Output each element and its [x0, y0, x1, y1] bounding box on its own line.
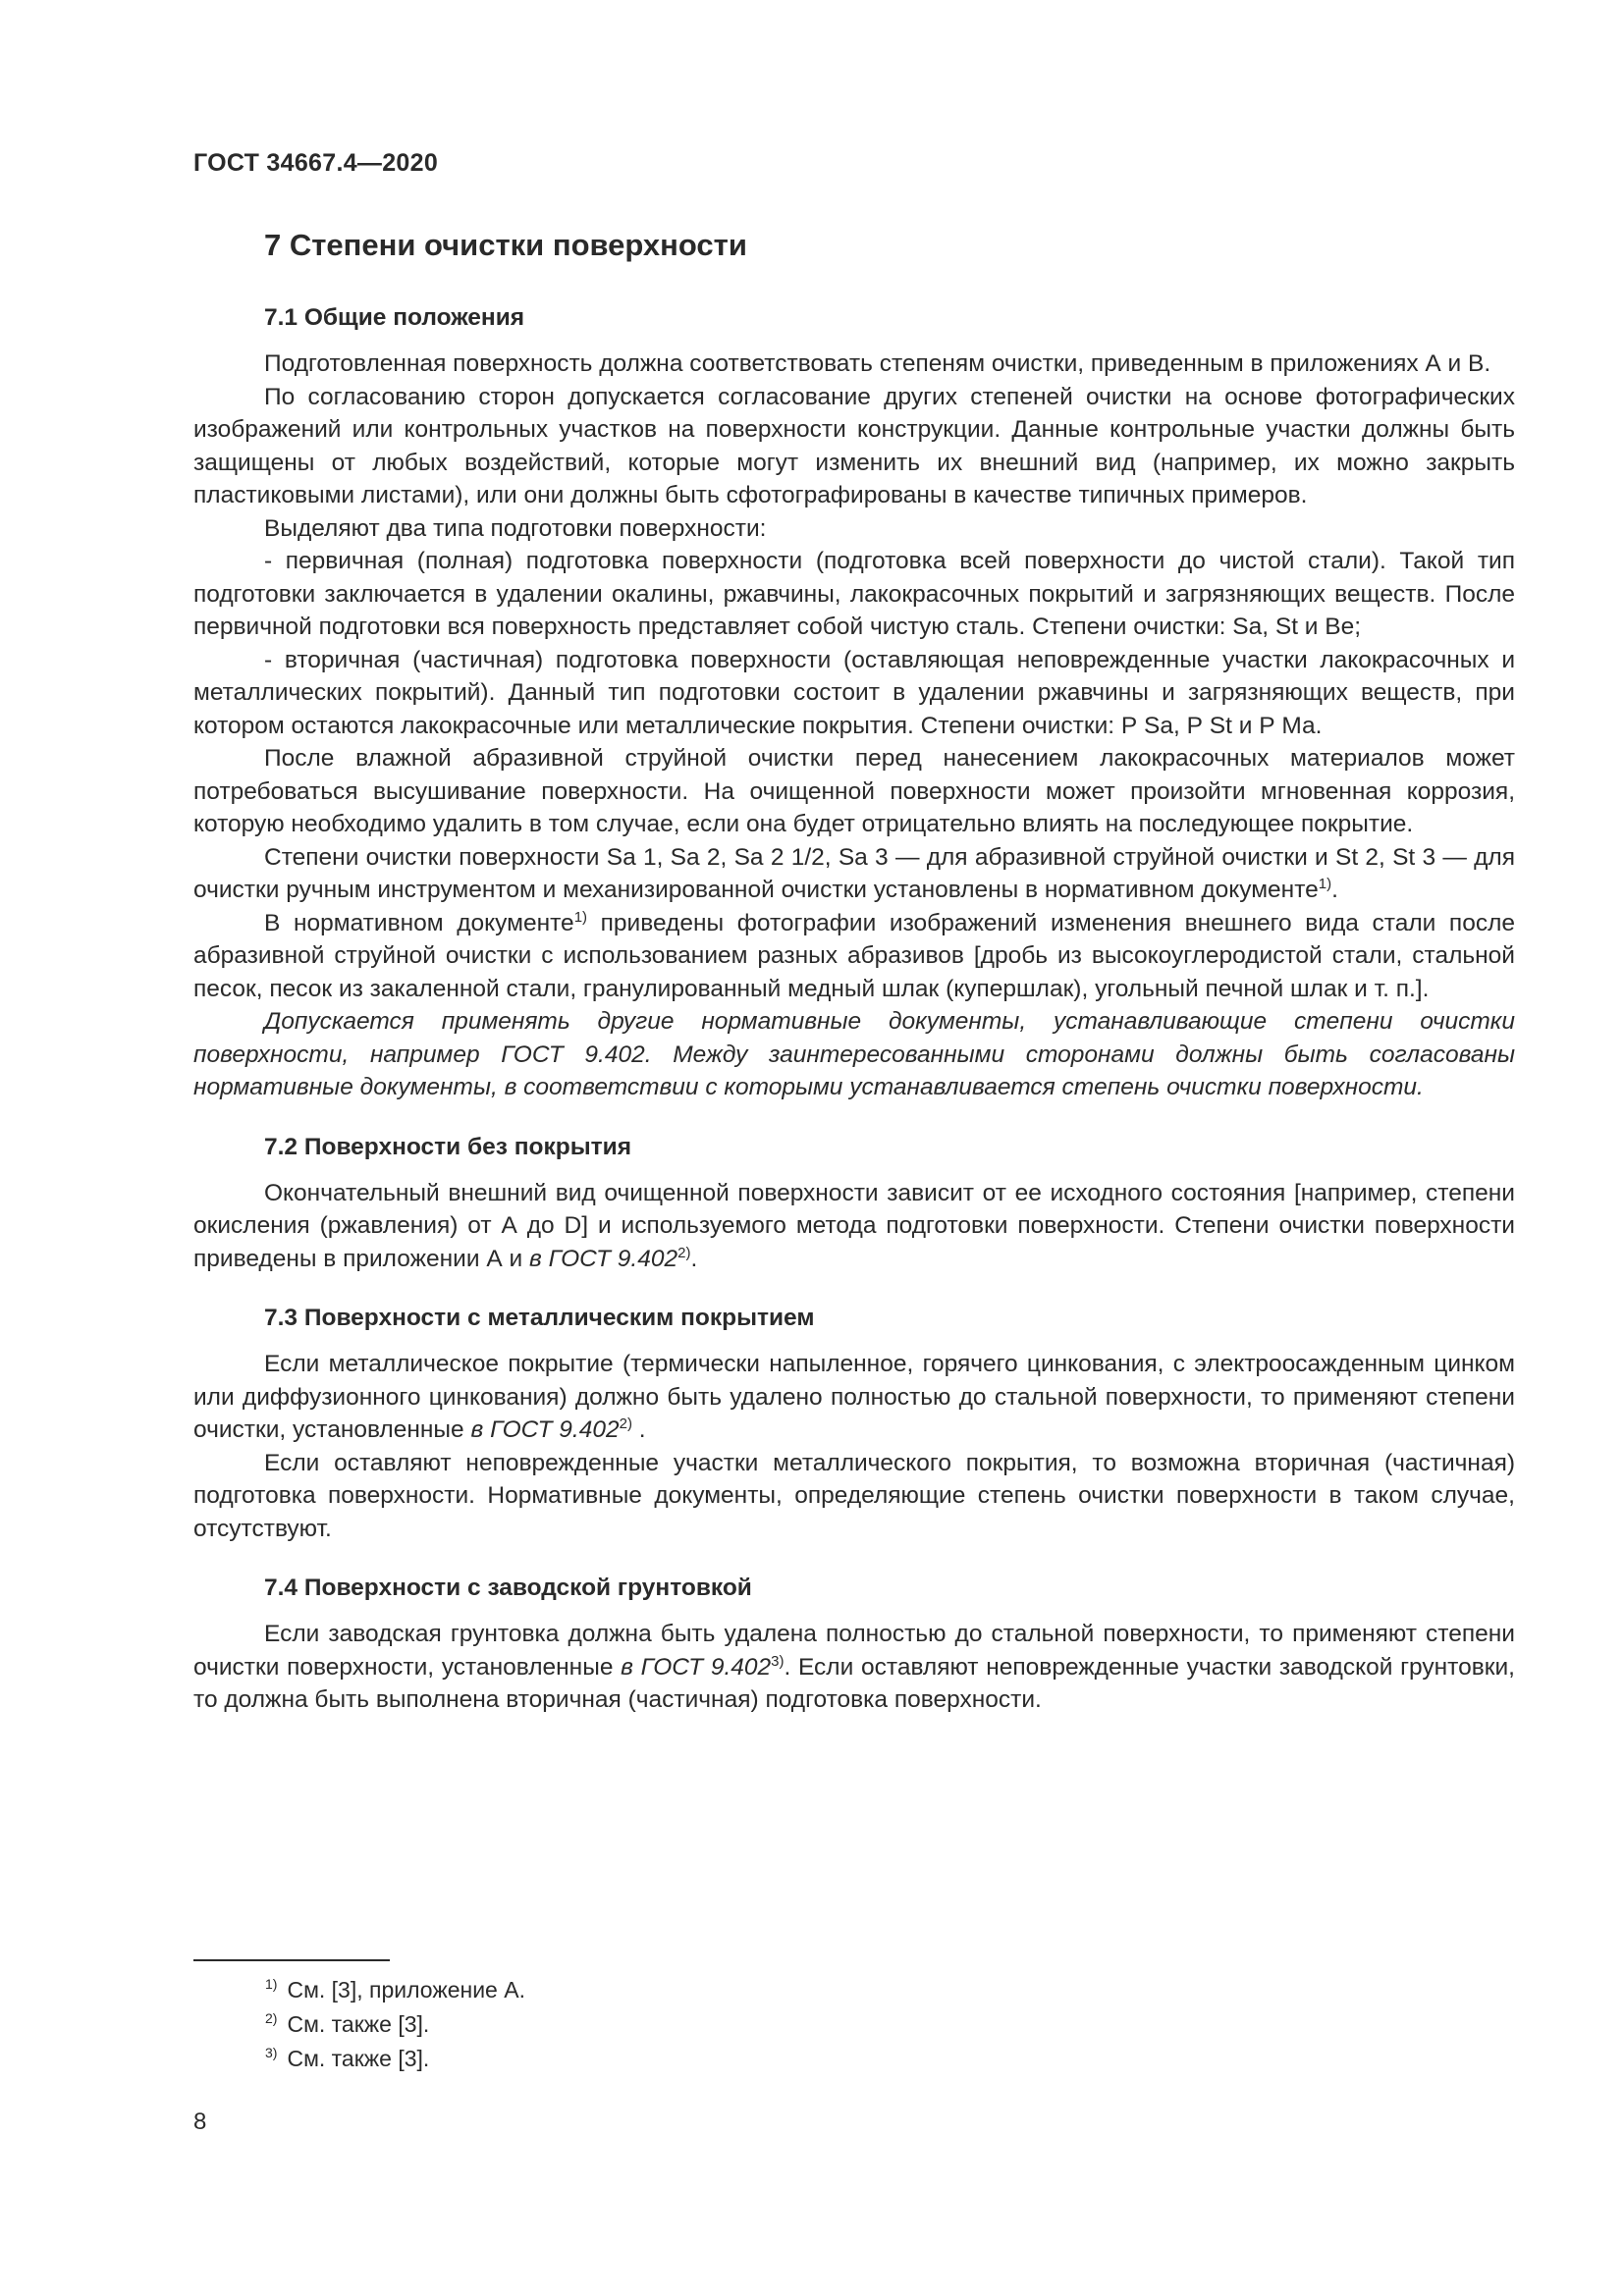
- subsection-title-7-2: 7.2 Поверхности без покрытия: [264, 1133, 632, 1160]
- document-body: [193, 222, 1515, 1717]
- paragraph: После влажной абразивной струйной очистки перед нанесением лакокрасочных материалов может потребоваться высушивание поверхности. На очищенной поверхности может произойти мгновенная коррозия, которую необходимо удалить в том случае, если она будет отрицательно влиять на последующее покрытие.: [193, 745, 1515, 837]
- paragraph: - вторичная (частичная) подготовка поверхности (оставляющая неповрежденные участки лакокрасочных и металлических покрытий). Данный тип подготовки состоит в удалении ржавчины и загрязняющих веществ, при котором остаются лакокрасочные или металлические покрытия. Степени очистки: Р Sa, Р St и Р Ма.: [193, 646, 1515, 739]
- paragraph: Выделяют два типа подготовки поверхности:: [264, 514, 767, 542]
- subsection-title-7-3: 7.3 Поверхности с металлическим покрытием: [264, 1305, 815, 1331]
- paragraph: В нормативном документе$^{1)}$ приведены фотографии изображений изменения внешнего вида стали после абразивной струйной очистки с использованием разных абразивов [дробь из высокоуглеродистой стали, стальной песок, песок из закаленной стали, гранулированный медный шлак (купершлак), угольный печной шлак и т. п.].: [193, 908, 1515, 1002]
- page-number: 8: [193, 2109, 207, 2135]
- paragraph: Окончательный внешний вид очищенной поверхности зависит от ее исходного состояния [например, степени окисления (ржавления) от А до D] и используемого метода подготовки поверхности. Степени очистки поверхности приведены в приложении А и в ГОСТ 9.402$^{2)}$.: [193, 1179, 1515, 1272]
- paragraph: По согласованию сторон допускается согласование других степеней очистки на основе фотографических изображений или контрольных участков на поверхности конструкции. Данные контрольные участки должны быть защищены от любых воздействий, которые могут изменить их внешний вид (например, их можно закрыть пластиковыми листами), или они должны быть сфотографированы в качестве типичных примеров.: [193, 383, 1515, 508]
- footnote-item: $^{1)}$ См. [3], приложение А.: [265, 1976, 525, 2002]
- paragraph: Если оставляют неповрежденные участки металлического покрытия, то возможна вторичная (частичная) подготовка поверхности. Нормативные документы, определяющие степень очистки поверхности в таком случае, отсутствуют.: [193, 1449, 1515, 1542]
- footnote-divider: [193, 1959, 390, 1961]
- footnote-ref: 1): [1318, 875, 1332, 892]
- paragraph: Если металлическое покрытие (термически напыленное, горячего цинкования, с электроосажденным цинком или диффузионного цинкования) должно быть удалено полностью до стальной поверхности, то применяют степени очистки, установленные в ГОСТ 9.402$^{2)}$ .: [193, 1351, 1515, 1443]
- footnote-ref: 2): [619, 1415, 632, 1432]
- paragraph: - первичная (полная) подготовка поверхности (подготовка всей поверхности до чистой стали). Такой тип подготовки заключается в удалении окалины, ржавчины, лакокрасочных покрытий и загрязняющих веществ. После первичной подготовки вся поверхность представляет собой чистую сталь. Степени очистки: Sa, St и Be;: [193, 548, 1515, 640]
- section-title: 7 Степени очистки поверхности: [264, 228, 747, 262]
- document-code: ГОСТ 34667.4—2020: [193, 149, 439, 177]
- footnote-mark: 1): [265, 1976, 278, 1993]
- subsection-title-7-1: 7.1 Общие положения: [264, 304, 525, 331]
- footnotes: [265, 1973, 525, 2076]
- footnote-ref: 3): [771, 1652, 785, 1670]
- footnote-mark: 3): [265, 2045, 278, 2061]
- paragraph-italic-note: Допускается применять другие нормативные документы, устанавливающие степени очистки поверхности, например ГОСТ 9.402. Между заинтересованными сторонами должны быть согласованы нормативные документы, в соответствии с которыми устанавливается степень очистки поверхности.: [193, 1008, 1515, 1100]
- footnote-item: $^{3)}$ См. также [3].: [265, 2045, 430, 2071]
- paragraph: Подготовленная поверхность должна соответствовать степеням очистки, приведенным в приложениях А и В.: [264, 350, 1491, 377]
- paragraph: Степени очистки поверхности Sa 1, Sa 2, Sa 2 1/2, Sa 3 — для абразивной струйной очистки и St 2, St 3 — для очистки ручным инструментом и механизированной очистки установлены в нормативном документе$^{1)}$.: [193, 843, 1515, 903]
- footnote-ref: 1): [573, 908, 588, 926]
- footnote-item: $^{2)}$ См. также [3].: [265, 2010, 430, 2037]
- paragraph: Если заводская грунтовка должна быть удалена полностью до стальной поверхности, то применяют степени очистки поверхности, установленные в ГОСТ 9.402$^{3)}$. Если оставляют неповрежденные участки заводской грунтовки, то должна быть выполнена вторичная (частичная) подготовка поверхности.: [193, 1621, 1515, 1713]
- subsection-title-7-4: 7.4 Поверхности с заводской грунтовкой: [264, 1575, 752, 1601]
- footnote-ref: 2): [677, 1244, 691, 1261]
- footnote-mark: 2): [265, 2010, 278, 2027]
